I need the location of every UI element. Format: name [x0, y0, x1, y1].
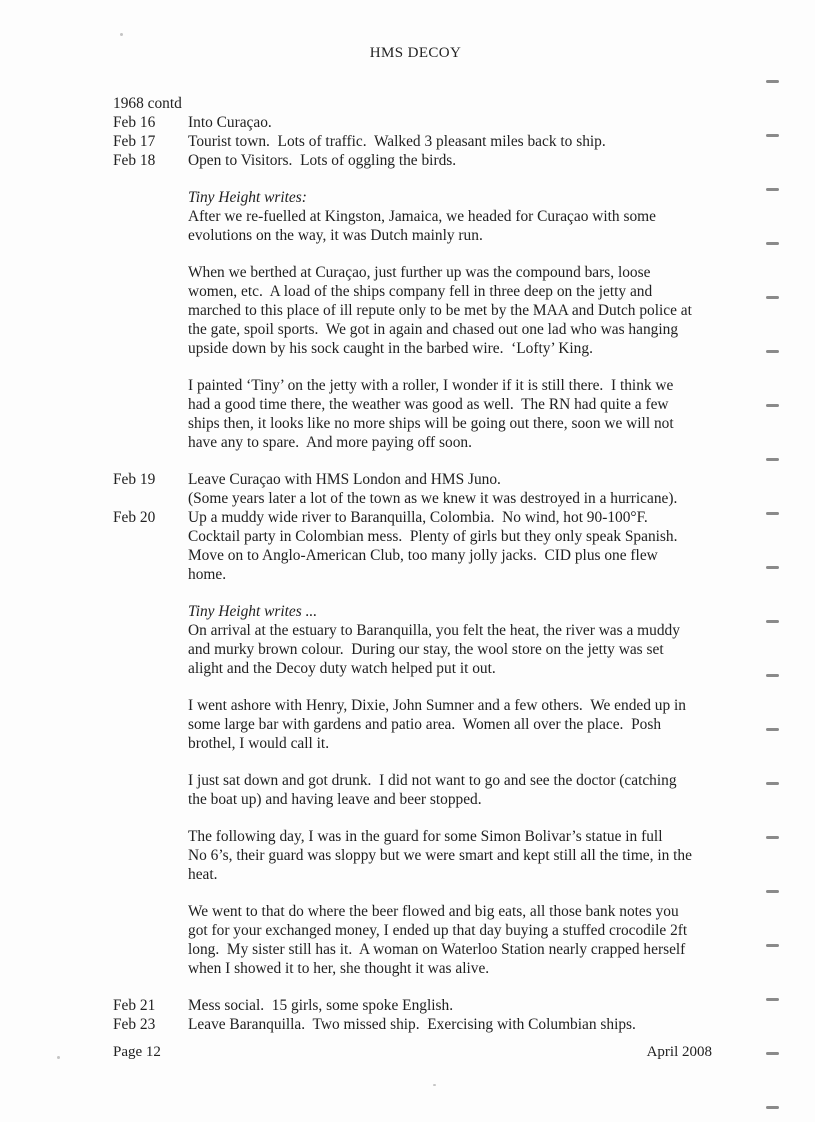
paragraph — [113, 602, 753, 678]
paragraph — [113, 771, 753, 809]
binder-mark — [766, 566, 779, 569]
paragraph-gap — [113, 884, 753, 902]
entry-text — [188, 602, 753, 678]
entry-text — [188, 113, 753, 132]
paragraph — [113, 376, 753, 452]
paragraph-gap — [113, 678, 753, 696]
contributor-note-line: Tiny Height writes ... — [188, 603, 318, 620]
scan-speck — [120, 33, 123, 36]
footer-issue-date: April 2008 — [646, 1044, 712, 1060]
entry-text — [188, 132, 753, 151]
text-line: Up a muddy wide river to Baranquilla, Colombia. No wind, hot 90-100°F. — [188, 509, 648, 526]
text-line: No 6’s, their guard was sloppy but we were smart and kept still all the time, in the — [188, 847, 692, 864]
text-line: We went to that do where the beer flowed and big eats, all those bank notes you — [188, 903, 679, 920]
paragraph-gap — [113, 584, 753, 602]
paragraph — [113, 188, 753, 245]
page-footer — [113, 1044, 712, 1061]
text-line: alight and the Decoy duty watch helped put it out. — [188, 660, 496, 677]
entry-date: Feb 20 — [113, 509, 156, 526]
entry-date — [113, 771, 188, 809]
log-entry — [113, 470, 753, 508]
paragraph — [113, 696, 753, 753]
paragraph — [113, 827, 753, 884]
entry-date: Feb 17 — [113, 133, 156, 150]
log-entry — [113, 996, 753, 1015]
text-line: home. — [188, 566, 227, 583]
log-entry — [113, 151, 753, 170]
text-line: brothel, I would call it. — [188, 735, 330, 752]
paragraph-gap — [113, 809, 753, 827]
text-line: Cocktail party in Colombian mess. Plenty of girls but they only speak Spanish. — [188, 528, 678, 545]
log-entry — [113, 508, 753, 584]
entry-text — [188, 508, 753, 584]
entry-date: Feb 16 — [113, 114, 156, 131]
page-title: HMS DECOY — [369, 45, 462, 61]
entry-date: Feb 18 — [113, 152, 156, 169]
entry-text — [188, 470, 753, 508]
entry-date: Feb 19 — [113, 471, 156, 488]
entry-date — [113, 376, 188, 452]
binder-mark — [766, 1106, 779, 1109]
log-entry — [113, 132, 753, 151]
text-line: ships then, it looks like no more ships will be going out there, soon we will not — [188, 415, 674, 432]
text-line: the boat up) and having leave and beer stopped. — [188, 791, 482, 808]
paragraph-gap — [113, 358, 753, 376]
text-line: evolutions on the way, it was Dutch mainly run. — [188, 227, 483, 244]
entry-text — [188, 996, 753, 1015]
binder-mark — [766, 296, 779, 299]
entry-text — [188, 151, 753, 170]
text-line: Move on to Anglo-American Club, too many jolly jacks. CID plus one flew — [188, 547, 658, 564]
text-line: When we berthed at Curaçao, just further up was the compound bars, loose — [188, 264, 651, 281]
text-line: The following day, I was in the guard for some Simon Bolivar’s statue in full — [188, 828, 663, 845]
binder-mark — [766, 944, 779, 947]
entry-date — [113, 902, 188, 978]
entry-text — [188, 902, 753, 978]
text-line: Into Curaçao. — [188, 114, 272, 131]
text-line: the gate, spoil sports. We got in again and chased out one lad who was hanging — [188, 321, 679, 338]
entry-text — [188, 696, 753, 753]
entry-text — [188, 263, 753, 358]
scan-speck — [57, 1056, 60, 1059]
entry-text — [188, 1015, 753, 1034]
entry-date — [113, 827, 188, 884]
text-line: women, etc. A load of the ships company fell in three deep on the jetty and — [188, 283, 653, 300]
binder-mark — [766, 512, 779, 515]
text-line: (Some years later a lot of the town as we knew it was destroyed in a hurricane). — [188, 490, 678, 507]
binder-mark — [766, 782, 779, 785]
binder-mark — [766, 728, 779, 731]
text-line: On arrival at the estuary to Baranquilla, you felt the heat, the river was a muddy — [188, 622, 680, 639]
text-line: I painted ‘Tiny’ on the jetty with a roller, I wonder if it is still there. I think we — [188, 377, 674, 394]
binder-mark — [766, 998, 779, 1001]
binder-mark — [766, 1052, 779, 1055]
binder-mark — [766, 188, 779, 191]
text-line: marched to this place of ill repute only to be met by the MAA and Dutch police at — [188, 302, 692, 319]
log-entry — [113, 1015, 753, 1034]
text-line: got for your exchanged money, I ended up that day buying a stuffed crocodile 2ft — [188, 922, 688, 939]
entry-date: Feb 21 — [113, 997, 156, 1014]
entry-date: Feb 23 — [113, 1016, 156, 1033]
paragraph-gap — [113, 452, 753, 470]
text-line: and murky brown colour. During our stay, the wool store on the jetty was set — [188, 641, 664, 658]
text-line: Open to Visitors. Lots of oggling the birds. — [188, 152, 457, 169]
entry-date — [113, 263, 188, 358]
paragraph-gap — [113, 753, 753, 771]
entry-date — [113, 696, 188, 753]
binder-mark — [766, 890, 779, 893]
text-line: long. My sister still has it. A woman on Waterloo Station nearly crapped herself — [188, 941, 686, 958]
entry-text — [113, 94, 753, 113]
paragraph — [113, 263, 753, 358]
binder-mark — [766, 134, 779, 137]
text-line: Leave Curaçao with HMS London and HMS Juno. — [188, 471, 501, 488]
entry-text — [188, 376, 753, 452]
text-line: heat. — [188, 866, 218, 883]
document-content — [113, 94, 753, 1034]
binder-mark — [766, 404, 779, 407]
binder-mark — [766, 242, 779, 245]
text-line: had a good time there, the weather was good as well. The RN had quite a few — [188, 396, 669, 413]
entry-date — [113, 602, 188, 678]
entry-date — [113, 188, 188, 245]
scan-speck — [433, 1084, 436, 1086]
entry-text — [188, 771, 753, 809]
text-line: Mess social. 15 girls, some spoke English. — [188, 997, 454, 1014]
text-line: Tourist town. Lots of traffic. Walked 3 pleasant miles back to ship. — [188, 133, 606, 150]
log-entry — [113, 113, 753, 132]
binder-mark — [766, 350, 779, 353]
footer-page-number: Page 12 — [113, 1044, 161, 1060]
text-line: I just sat down and got drunk. I did not want to go and see the doctor (catching — [188, 772, 677, 789]
year-heading — [113, 94, 753, 113]
paragraph-gap — [113, 245, 753, 263]
binder-mark — [766, 674, 779, 677]
entry-text — [188, 827, 753, 884]
text-line: After we re-fuelled at Kingston, Jamaica, we headed for Curaçao with some — [188, 208, 656, 225]
text-line: upside down by his sock caught in the barbed wire. ‘Lofty’ King. — [188, 340, 593, 357]
binder-mark — [766, 836, 779, 839]
binder-mark — [766, 458, 779, 461]
paragraph-gap — [113, 170, 753, 188]
text-line: when I showed it to her, she thought it was alive. — [188, 960, 490, 977]
entry-text — [188, 188, 753, 245]
paragraph-gap — [113, 978, 753, 996]
paragraph — [113, 902, 753, 978]
text-line: I went ashore with Henry, Dixie, John Sumner and a few others. We ended up in — [188, 697, 686, 714]
text-line: some large bar with gardens and patio area. Women all over the place. Posh — [188, 716, 662, 733]
text-line: Leave Baranquilla. Two missed ship. Exercising with Columbian ships. — [188, 1016, 636, 1033]
text-line: have any to spare. And more paying off soon. — [188, 434, 472, 451]
binder-mark — [766, 80, 779, 83]
text-line: 1968 contd — [113, 95, 182, 112]
binder-mark — [766, 620, 779, 623]
contributor-note-line: Tiny Height writes: — [188, 189, 307, 206]
